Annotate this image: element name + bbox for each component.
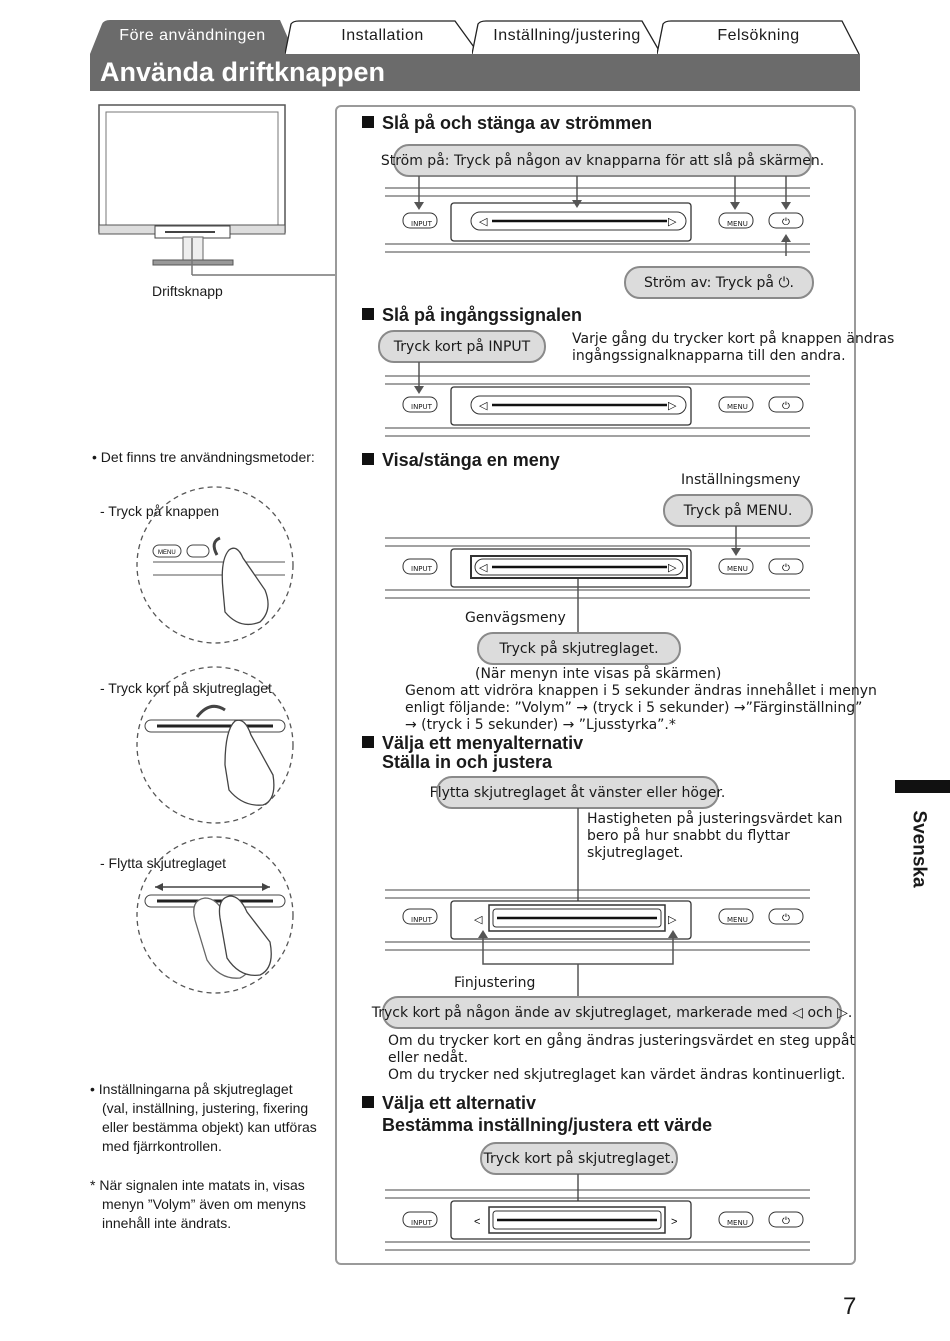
control-strip-adjust bbox=[385, 808, 815, 1008]
svg-text:◁: ◁ bbox=[479, 562, 488, 574]
svg-text:⏻: ⏻ bbox=[782, 913, 790, 924]
input-button[interactable]: INPUT bbox=[411, 916, 432, 924]
shortcut-menu-label: Genvägsmeny bbox=[465, 610, 566, 626]
tab-label: Inställning/justering bbox=[493, 27, 641, 44]
monitor-illustration bbox=[95, 100, 340, 280]
fine-adjust-label: Finjustering bbox=[454, 975, 536, 991]
menu-button[interactable]: MENU bbox=[727, 220, 748, 228]
tab-fore-anvandningen[interactable] bbox=[90, 20, 295, 52]
language-marker bbox=[895, 780, 950, 793]
tap-slider-illustration bbox=[125, 655, 305, 825]
input-button[interactable]: INPUT bbox=[411, 403, 432, 411]
shortcut-desc: Genom att vidröra knappen i 5 sekunder ändras innehållet i menyn enligt följande: ”Volym” → (tryck i 5 sekunder) →”Färginställning” → (tryck i 5 sekunder) → ”Ljusstyrka”.* bbox=[405, 683, 877, 733]
svg-text:▷: ▷ bbox=[668, 914, 677, 926]
svg-text:◁: ◁ bbox=[479, 400, 488, 412]
monitor-label: Driftsknapp bbox=[152, 283, 223, 299]
footnote: * När signalen inte matats in, visas menyn ”Volym” även om menyns innehåll inte ändrats. bbox=[90, 1177, 306, 1231]
remote-note: • Inställningarna på skjutreglaget (val, inställning, justering, fixering eller bestämma objekt) kan utföras med fjärrkontrollen. bbox=[90, 1081, 317, 1154]
method-press-label: - Tryck på knappen bbox=[100, 503, 220, 519]
control-strip-confirm bbox=[385, 1174, 815, 1254]
select-heading: Välja ett menyalternativ Ställa in och justera bbox=[362, 734, 583, 772]
confirm-heading: Välja ett alternativ Bestämma inställning/justera ett värde bbox=[362, 1092, 712, 1136]
control-strip-power bbox=[385, 176, 815, 256]
svg-text:⏻: ⏻ bbox=[782, 563, 790, 574]
power-off-bubble: Ström av: Tryck på ⏻ . bbox=[624, 266, 814, 299]
methods-intro: • Det finns tre användningsmetoder: bbox=[92, 449, 315, 465]
speed-desc: Hastigheten på justeringsvärdet kan bero på hur snabbt du flyttar skjutreglaget. bbox=[587, 811, 843, 861]
svg-text:⏻: ⏻ bbox=[782, 1216, 790, 1227]
svg-text:⏻: ⏻ bbox=[782, 401, 790, 412]
control-strip-menu bbox=[385, 524, 815, 634]
shortcut-note: (När menyn inte visas på skärmen) bbox=[475, 666, 722, 682]
tab-label: Installation bbox=[341, 27, 424, 44]
menu-heading: Visa/stänga en meny bbox=[362, 450, 560, 471]
input-button[interactable]: INPUT bbox=[411, 220, 432, 228]
power-icon: ⏻ bbox=[778, 274, 790, 291]
tab-bar bbox=[90, 20, 860, 54]
page-number: 7 bbox=[843, 1293, 857, 1320]
move-slider-bubble: Flytta skjutreglaget åt vänster eller höger. bbox=[436, 776, 719, 809]
input-desc: Varje gång du trycker kort på knappen ändras ingångssignalknapparna till den andra. bbox=[572, 331, 895, 364]
power-on-bubble: Ström på: Tryck på någon av knapparna för att slå på skärmen. bbox=[393, 144, 812, 177]
menu-button[interactable]: MENU bbox=[727, 916, 748, 924]
svg-text:▷: ▷ bbox=[668, 216, 677, 228]
menu-button[interactable]: MENU bbox=[727, 403, 748, 411]
control-strip-input bbox=[385, 362, 815, 442]
input-button[interactable]: INPUT bbox=[411, 565, 432, 573]
menu-bubble: Tryck på MENU. bbox=[663, 494, 813, 527]
fine-adjust-bubble: Tryck kort på någon ände av skjutreglaget, markerade med ◁ och ▷. bbox=[382, 996, 842, 1029]
language-label: Svenska bbox=[908, 810, 930, 888]
menu-button[interactable]: MENU bbox=[727, 1219, 748, 1227]
settings-menu-label: Inställningsmeny bbox=[681, 472, 801, 488]
input-button[interactable]: INPUT bbox=[411, 1219, 432, 1227]
svg-text:⏻: ⏻ bbox=[782, 217, 790, 228]
input-heading: Slå på ingångssignalen bbox=[362, 305, 582, 326]
input-bubble: Tryck kort på INPUT bbox=[378, 330, 546, 363]
slider-bubble: Tryck på skjutreglaget. bbox=[477, 632, 681, 665]
tab-felsokning[interactable] bbox=[657, 20, 860, 52]
page-title: Använda driftknappen bbox=[90, 54, 860, 91]
fine-adjust-desc: Om du trycker kort en gång ändras justeringsvärdet en steg uppåt eller nedåt. Om du trycker ned skjutreglaget kan värdet ändras kontinuerligt. bbox=[388, 1033, 855, 1083]
slide-slider-illustration bbox=[125, 830, 305, 1000]
svg-text:◁: ◁ bbox=[474, 914, 483, 926]
press-button-illustration bbox=[125, 480, 305, 645]
svg-text:▷: ▷ bbox=[668, 400, 677, 412]
svg-text:▷: ▷ bbox=[668, 562, 677, 574]
tab-label: Felsökning bbox=[717, 27, 800, 44]
power-heading: Slå på och stänga av strömmen bbox=[362, 113, 652, 134]
svg-text:>: > bbox=[671, 1216, 678, 1228]
method-slide-label: - Flytta skjutreglaget bbox=[100, 855, 227, 871]
svg-text:◁: ◁ bbox=[479, 216, 488, 228]
confirm-bubble: Tryck kort på skjutreglaget. bbox=[480, 1142, 678, 1175]
menu-button[interactable]: MENU bbox=[727, 565, 748, 573]
svg-text:<: < bbox=[474, 1216, 481, 1228]
method-tap-label: - Tryck kort på skjutreglaget bbox=[100, 680, 272, 696]
tab-label: Före användningen bbox=[119, 27, 266, 44]
tab-installation[interactable] bbox=[285, 20, 480, 52]
svg-text:MENU: MENU bbox=[158, 550, 176, 556]
tab-installning-justering[interactable] bbox=[472, 20, 662, 52]
